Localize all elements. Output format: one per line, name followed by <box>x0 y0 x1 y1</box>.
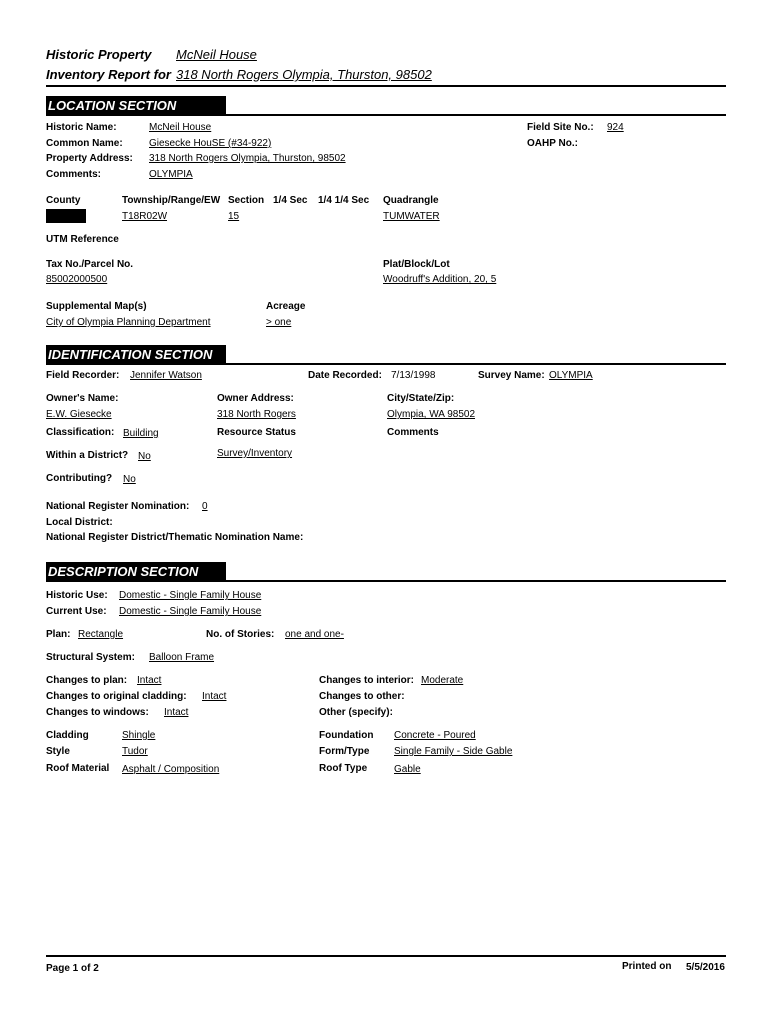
foundation-value: Concrete - Poured <box>394 730 476 741</box>
nr-nomination-label: National Register Nomination: <box>46 501 190 512</box>
survey-name-label: Survey Name: <box>478 370 545 381</box>
header-label-report: Inventory Report for <box>46 67 171 82</box>
changes-plan-value: Intact <box>137 675 162 686</box>
footer-rule <box>46 955 726 957</box>
nr-district-name-label: National Register District/Thematic Nomination Name: <box>46 532 304 543</box>
date-recorded-label: Date Recorded: <box>308 370 382 381</box>
trs-value: T18R02W <box>122 211 168 222</box>
tax-parcel-label: Tax No./Parcel No. <box>46 259 134 270</box>
cladding-label: Cladding <box>46 730 89 741</box>
changes-interior-label: Changes to interior: <box>319 675 415 686</box>
changes-windows-label: Changes to windows: <box>46 707 149 718</box>
page-number: Page 1 of 2 <box>46 963 99 974</box>
historic-name-value: McNeil House <box>149 122 212 133</box>
classification-label: Classification: <box>46 427 115 438</box>
within-district-label: Within a District? <box>46 450 129 461</box>
supplemental-maps-label: Supplemental Map(s) <box>46 301 147 312</box>
common-name-label: Common Name: <box>46 138 123 149</box>
other-specify-label: Other (specify): <box>319 707 393 718</box>
style-value: Tudor <box>122 746 148 757</box>
supplemental-maps-value: City of Olympia Planning Department <box>46 317 211 328</box>
city-state-zip-label: City/State/Zip: <box>387 393 455 404</box>
current-use-value: Domestic - Single Family House <box>119 606 262 617</box>
nr-nomination-value: 0 <box>202 501 208 512</box>
acreage-label: Acreage <box>266 301 306 312</box>
roof-type-value: Gable <box>394 764 421 775</box>
county-label: County <box>46 195 81 206</box>
header-rule <box>46 85 726 87</box>
section-label: Section <box>228 195 265 206</box>
field-recorder-label: Field Recorder: <box>46 370 120 381</box>
quadrangle-label: Quadrangle <box>383 195 439 206</box>
oahp-label: OAHP No.: <box>527 138 578 149</box>
contributing-label: Contributing? <box>46 473 113 484</box>
survey-name-value: OLYMPIA <box>549 370 593 381</box>
cladding-value: Shingle <box>122 730 156 741</box>
section-value: 15 <box>228 211 240 222</box>
form-type-label: Form/Type <box>319 746 370 757</box>
changes-interior-value: Moderate <box>421 675 464 686</box>
comments-id-label: Comments <box>387 427 439 438</box>
historic-use-label: Historic Use: <box>46 590 108 601</box>
current-use-label: Current Use: <box>46 606 107 617</box>
quadrangle-value: TUMWATER <box>383 211 440 222</box>
property-address-value: 318 North Rogers Olympia, Thurston, 98502 <box>149 153 346 164</box>
acreage-value: > one <box>266 317 292 328</box>
date-recorded-value: 7/13/1998 <box>391 370 436 381</box>
changes-cladding-value: Intact <box>202 691 227 702</box>
quarter-sec-label: 1/4 Sec <box>273 195 308 206</box>
printed-on-label: Printed on <box>622 961 672 972</box>
stories-value: one and one- <box>285 629 344 640</box>
changes-other-label: Changes to other: <box>319 691 405 702</box>
stories-label: No. of Stories: <box>206 629 275 640</box>
tax-parcel-value: 85002000500 <box>46 274 108 285</box>
city-state-zip-value: Olympia, WA 98502 <box>387 409 476 420</box>
foundation-label: Foundation <box>319 730 374 741</box>
county-redacted-box <box>46 209 86 223</box>
identification-section-title: IDENTIFICATION SECTION <box>46 345 226 365</box>
utm-label: UTM Reference <box>46 234 119 245</box>
comments-label: Comments: <box>46 169 102 180</box>
plan-value: Rectangle <box>78 629 124 640</box>
changes-plan-label: Changes to plan: <box>46 675 128 686</box>
owner-name-value: E.W. Giesecke <box>46 409 112 420</box>
owner-address-label: Owner Address: <box>217 393 294 404</box>
trs-label: Township/Range/EW <box>122 195 221 206</box>
structural-system-label: Structural System: <box>46 652 135 663</box>
structural-system-value: Balloon Frame <box>149 652 215 663</box>
header-label-property: Historic Property <box>46 47 152 62</box>
identification-rule <box>46 363 726 365</box>
location-section-title: LOCATION SECTION <box>46 96 226 116</box>
plan-label: Plan: <box>46 629 71 640</box>
location-rule <box>46 114 726 116</box>
contributing-value: No <box>123 474 136 485</box>
field-site-value: 924 <box>607 122 624 133</box>
quarter-quarter-sec-label: 1/4 1/4 Sec <box>318 195 370 206</box>
common-name-value: Giesecke HouSE (#34-922) <box>149 138 272 149</box>
changes-cladding-label: Changes to original cladding: <box>46 691 187 702</box>
owner-name-label: Owner's Name: <box>46 393 119 404</box>
header-property-address: 318 North Rogers Olympia, Thurston, 98502 <box>176 67 432 82</box>
plat-value: Woodruff's Addition, 20, 5 <box>383 274 497 285</box>
plat-label: Plat/Block/Lot <box>383 259 450 270</box>
field-site-label: Field Site No.: <box>527 122 594 133</box>
resource-status-label: Resource Status <box>217 427 296 438</box>
roof-type-label: Roof Type <box>319 763 368 774</box>
owner-address-value: 318 North Rogers <box>217 409 296 420</box>
within-district-value: No <box>138 451 151 462</box>
roof-material-value: Asphalt / Composition <box>122 764 220 775</box>
historic-name-label: Historic Name: <box>46 122 117 133</box>
description-rule <box>46 580 726 582</box>
style-label: Style <box>46 746 70 757</box>
printed-on-date: 5/5/2016 <box>686 962 725 973</box>
description-section-title: DESCRIPTION SECTION <box>46 562 226 582</box>
classification-value: Building <box>123 428 159 439</box>
resource-status-value: Survey/Inventory <box>217 448 293 459</box>
local-district-label: Local District: <box>46 517 113 528</box>
header-property-name: McNeil House <box>176 47 257 62</box>
changes-windows-value: Intact <box>164 707 189 718</box>
form-type-value: Single Family - Side Gable <box>394 746 513 757</box>
comments-value: OLYMPIA <box>149 169 193 180</box>
property-address-label: Property Address: <box>46 153 133 164</box>
roof-material-label: Roof Material <box>46 763 110 774</box>
field-recorder-value: Jennifer Watson <box>130 370 202 381</box>
historic-use-value: Domestic - Single Family House <box>119 590 262 601</box>
